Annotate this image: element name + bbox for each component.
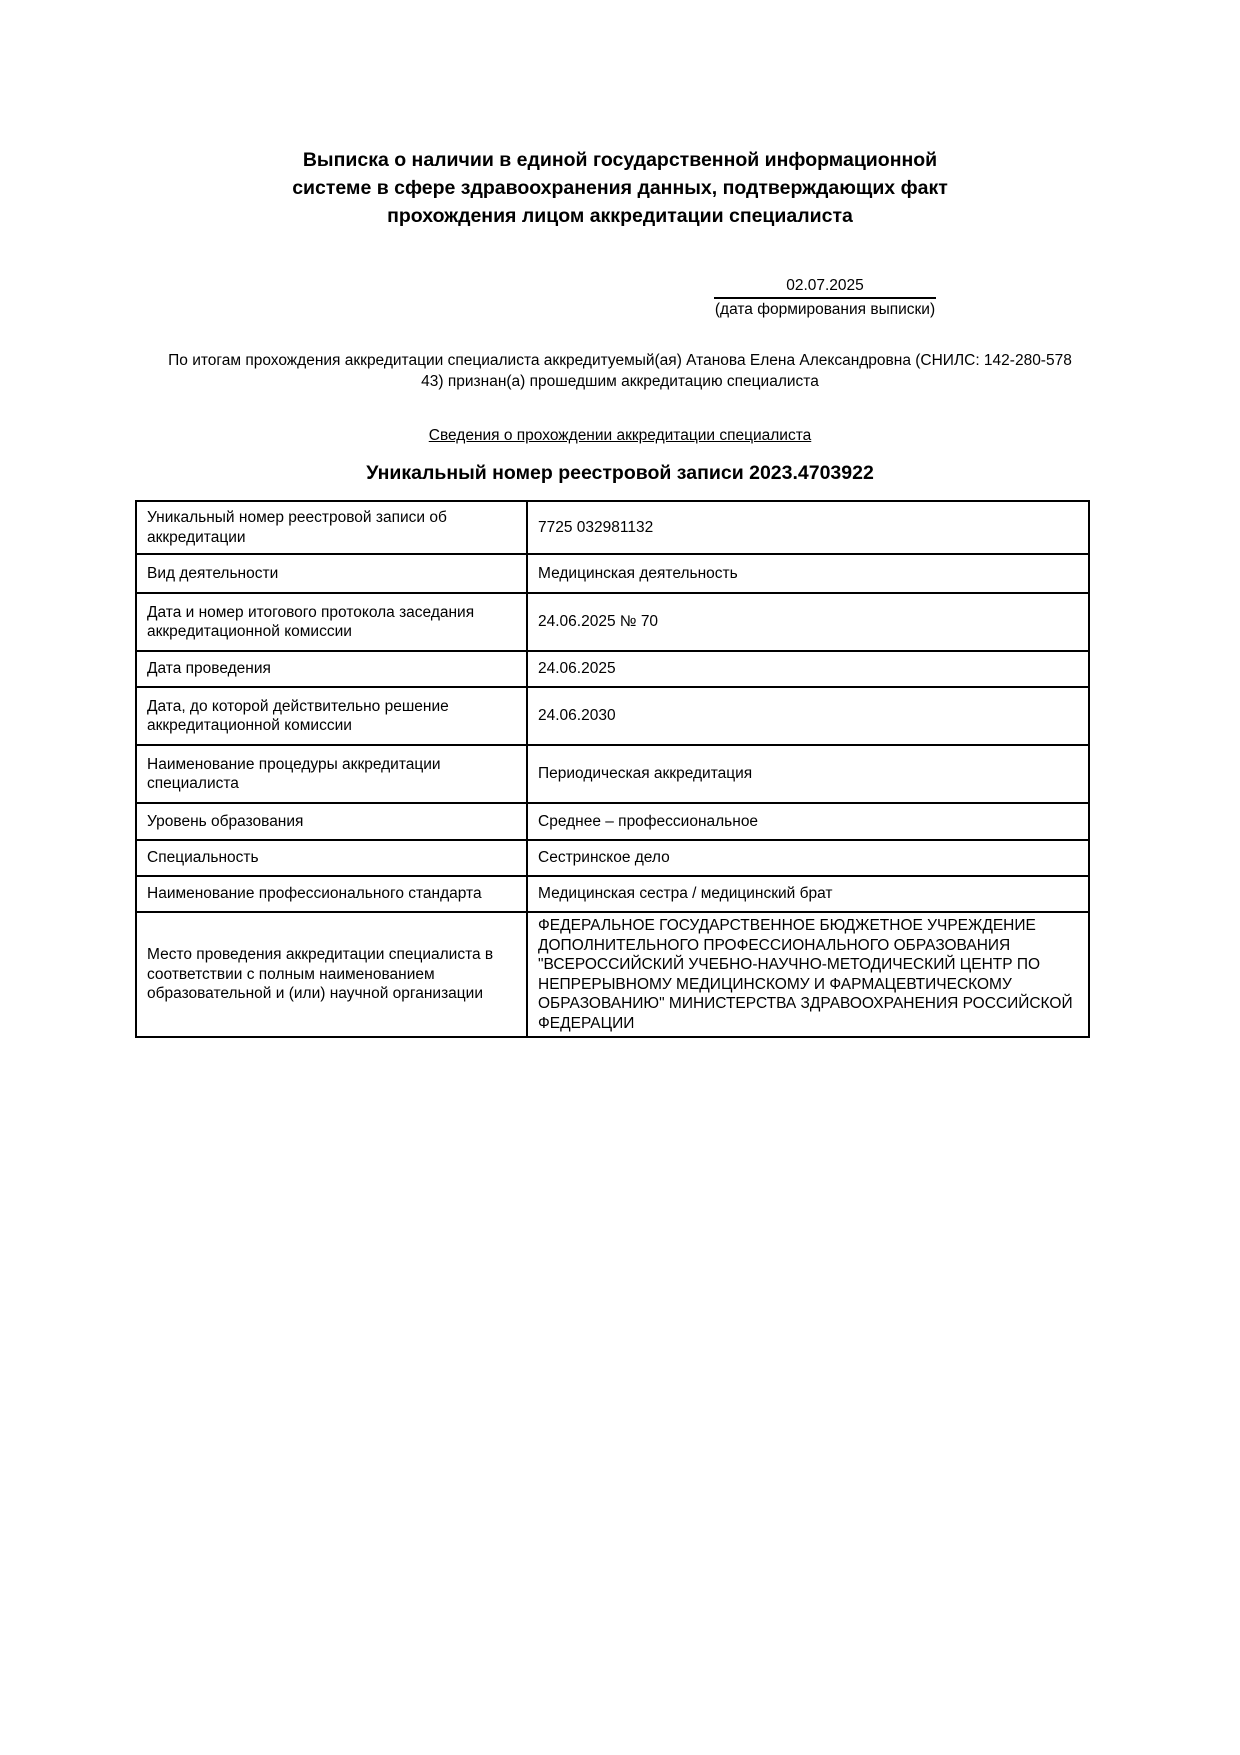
table-row (136, 651, 1089, 687)
accreditation-table (135, 500, 1090, 1038)
row-value: Среднее – профессиональное (527, 803, 1089, 840)
row-label: Наименование профессионального стандарта (136, 876, 527, 912)
row-value: Периодическая аккредитация (527, 745, 1089, 803)
row-label: Дата и номер итогового протокола заседания аккредитационной комиссии (136, 593, 527, 651)
row-value: 24.06.2025 № 70 (527, 593, 1089, 651)
table-row (136, 554, 1089, 593)
row-label: Наименование процедуры аккредитации специалиста (136, 745, 527, 803)
row-value: 24.06.2025 (527, 651, 1089, 687)
table-row (136, 876, 1089, 912)
document-title-line-3: прохождения лицом аккредитации специалиста (387, 205, 853, 227)
intro-paragraph: По итогам прохождения аккредитации специалиста аккредитуемый(ая) Атанова Елена Александровна (СНИЛС: 142-280-578 43) признан(а) прошедшим аккредитацию специалиста (168, 352, 1072, 390)
row-label: Дата проведения (136, 651, 527, 687)
row-label: Место проведения аккредитации специалиста в соответствии с полным наименованием образовательной и (или) научной организации (136, 912, 527, 1037)
table-row (136, 687, 1089, 745)
row-value: Сестринское дело (527, 840, 1089, 876)
registry-number-heading: Уникальный номер реестровой записи 2023.4703922 (366, 462, 874, 484)
issue-date-caption: (дата формирования выписки) (714, 301, 936, 318)
row-value: Медицинская деятельность (527, 554, 1089, 593)
table-row (136, 803, 1089, 840)
row-value: ФЕДЕРАЛЬНОЕ ГОСУДАРСТВЕННОЕ БЮДЖЕТНОЕ УЧРЕЖДЕНИЕ ДОПОЛНИТЕЛЬНОГО ПРОФЕССИОНАЛЬНОГО ОБРАЗОВАНИЯ "ВСЕРОССИЙСКИЙ УЧЕБНО-НАУЧНО-МЕТОДИЧЕСКИЙ ЦЕНТР ПО НЕПРЕРЫВНОМУ МЕДИЦИНСКОМУ И ФАРМАЦЕВТИЧЕСКОМУ ОБРАЗОВАНИЮ" МИНИСТЕРСТВА ЗДРАВООХРАНЕНИЯ РОССИЙСКОЙ ФЕДЕРАЦИИ (527, 912, 1089, 1037)
row-value: 7725 032981132 (527, 501, 1089, 554)
table-row (136, 840, 1089, 876)
row-value: 24.06.2030 (527, 687, 1089, 745)
document-title (0, 0, 1240, 230)
row-label: Дата, до которой действительно решение аккредитационной комиссии (136, 687, 527, 745)
table-row (136, 912, 1089, 1037)
table-row (136, 501, 1089, 554)
document-title-line-2: системе в сфере здравоохранения данных, подтверждающих факт (292, 177, 948, 199)
section-heading: Сведения о прохождении аккредитации специалиста (428, 427, 812, 444)
document-title-line-1: Выписка о наличии в единой государственной информационной (302, 149, 938, 171)
issue-date-value: 02.07.2025 (714, 276, 936, 299)
row-label: Специальность (136, 840, 527, 876)
row-label: Уникальный номер реестровой записи об аккредитации (136, 501, 527, 554)
row-label: Вид деятельности (136, 554, 527, 593)
table-row (136, 745, 1089, 803)
row-value: Медицинская сестра / медицинский брат (527, 876, 1089, 912)
issue-date-block (714, 276, 936, 319)
row-label: Уровень образования (136, 803, 527, 840)
table-row (136, 593, 1089, 651)
